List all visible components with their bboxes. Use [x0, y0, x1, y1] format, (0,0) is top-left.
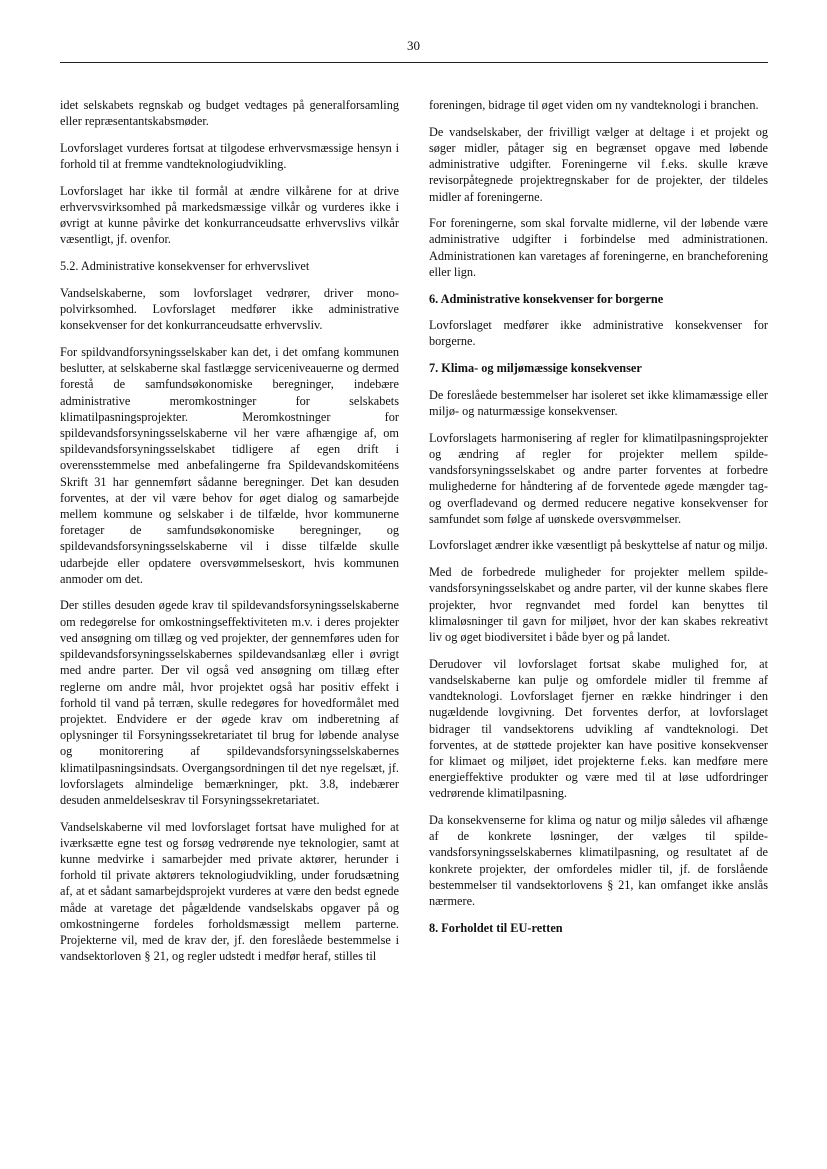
paragraph: Lovforslagets harmonisering af regler for klimatilpasningsprojekter og ændring af regler for projekter mellem spildevandsforsyningsselskabet og andre parter forventes at forbedre mulighederne for håndtering af de forventede øgede mængder tag- og overfladevand og dermed reducere negative konsekvenser for samfundet som følge af uønskede oversvømmelser. [429, 430, 768, 526]
paragraph: idet selskabets regnskab og budget vedtages på generalforsamling eller repræsentantskabsmøder. [60, 98, 399, 129]
paragraph: For foreningerne, som skal forvalte midlerne, vil der løbende være administrative udgifter i forbindelse med administrationen. Administrationen kan varetages af foreningerne, en brancheforening eller lign. [429, 216, 768, 279]
section-heading-5-2: 5.2. Administrative konsekvenser for erhvervslivet [60, 259, 310, 274]
header-rule [60, 62, 768, 63]
paragraph: Lovforslaget har ikke til formål at ændre vilkårene for at drive erhvervsvirksomhed på markedsmæssige vilkår og vurderes ikke i øvrigt at kunne påvirke det konkurranceudsatte erhvervslivs vilkår væsentligt, jf. ovenfor. [60, 183, 399, 247]
paragraph: Vandselskaberne vil med lovforslaget fortsat have mulighed for at iværksætte egne test og forsøg vedrørende nye teknologier, samt at kunne medvirke i samarbejder med private aktører, herunder i forhold til private aktørers teknologiudvikling, under forudsætning af, at et sådant samarbejdsprojekt vurderes at være den bedst egnede måde at varetage det pågældende vandselskabs opgaver på og omkostningerne fordeles forholdsmæssigt mellem parterne. Projekterne vil, med de krav der, jf. den foreslåede bestemmelse i vandsektorloven § 21, og regler udstedt i medfør heraf, stilles til [60, 819, 399, 964]
paragraph: Der stilles desuden øgede krav til spildevandsforsyningsselskaberne om redegørelse for omkostningseffektiviteten m.v. i deres projekter ved ansøgning om tillæg og ved projekter, der gennemføres uden for spildevandsforsyningsselskabernes spildevandsanlæg eller i øvrigt med andre parter. Der vil også ved ansøgning om tillæg efter reglerne om andre mål, hvor projektet også har positiv effekt i forhold til vand på terræn, skulle redegøres for hovedformålet med projektet. Endvidere er der øgede krav om indberetning af oplysninger til Forsyningssekretariatet til brug for løbende analyse og monitorering af spildevandsforsyningsselskabernes klimatilpasningsindsats. Overgangsordningen til det nye regelsæt, jf. lovforslagets almindelige bemærkninger, pkt. 3.8, indebærer desuden anmeldelseskrav til Forsyningssekretariatet. [60, 598, 399, 807]
paragraph: De vandselskaber, der frivilligt vælger at deltage i et projekt og søger midler, påtager sig en begrænset opgave med løbende administrative udgifter. Foreningerne vil f.eks. skulle kræve revisorpåtegnede projektregnskaber for de projekter, der tildeles midler af foreningerne. [429, 124, 768, 204]
paragraph: Lovforslaget ændrer ikke væsentligt på beskyttelse af natur og miljø. [429, 538, 768, 553]
paragraph: Derudover vil lovforslaget fortsat skabe mulighed for, at vandselskaberne kan pulje og omfordele midler til fremme af vandteknologi. Lovforslaget fjerner en række hindringer i den nugældende lovgivning. Det forventes derfor, at lovforslaget bidrager til vandsektorens udvikling af vandteknologi. Det forventes, at de støttede projekter kan have positive konsekvenser for klimaet og miljøet, idet projekterne f.eks. kan medføre mere energieffektive produkter og være med til at løse udfordringer vedrørende klimatilpasning. [429, 656, 768, 801]
paragraph: Lovforslaget vurderes fortsat at tilgodese erhvervsmæssige hensyn i forhold til at fremme vandteknologiudvikling. [60, 140, 399, 172]
paragraph: Vandselskaberne, som lovforslaget vedrører, driver monopolvirksomhed. Lovforslaget medfører ikke administrative konsekvenser for det konkurranceudsatte erhvervsliv. [60, 285, 399, 333]
page-number: 30 [407, 38, 420, 53]
paragraph: For spildvandforsyningsselskaber kan det, i det omfang kommunen beslutter, at selskaberne skal fastlægge serviceniveauerne og dermed forestå de samfundsøkonomiske beregninger, indebære administrative meromkostninger for selskabets klimatilpasningsprojekter. Meromkostninger for spildevandsforsyningsselskaberne vil her være afhængige af, om spildevandsforsyningsselskabet tidligere af egen drift i overensstemmelse med anbefalingerne fra Spildevandskomitéens Skrift 31 har gennemført sådanne beregninger. Det kan desuden forventes, at der vil være behov for øget dialog og samarbejde mellem kommune og selskaber i de tilfælde, hvor kommunerne foretager de samfundsøkonomiske beregninger, og spildevandsforsyningsselskaberne vil i disse tilfælde skulle udarbejde eller opdatere oversvømmelseskort, hvis kommunen anmoder om det. [60, 344, 399, 586]
section-heading-8: 8. Forholdet til EU-retten [429, 920, 563, 935]
paragraph: De foreslåede bestemmelser har isoleret set ikke klimamæssige eller miljø- og naturmæssige konsekvenser. [429, 387, 768, 419]
paragraph: foreningen, bidrage til øget viden om ny vandteknologi i branchen. [429, 98, 759, 112]
paragraph: Med de forbedrede muligheder for projekter mellem spildevandsforsyningsselskabet og andre parter, vil der kunne skabes flere projekter, hvor regnvandet med fordel kan benyttes til klimaløsninger til gavn for miljøet, hvor der kan skabes rekreativt liv og øget biodiversitet i både byer og på landet. [429, 565, 768, 644]
section-heading-6: 6. Administrative konsekvenser for borgerne [429, 291, 664, 306]
right-column [429, 97, 768, 946]
paragraph: Da konsekvenserne for klima og natur og miljø således vil afhænge af de konkrete løsninger, der vælges til spildevandsforsyningsselskabernes klimatilpasning, og resultatet af de konkrete projekter, der omfordeles midler til, jf. de forslående bestemmelser til vandsektorlovens § 21, kan omfanget ikke anslås nærmere. [429, 813, 768, 909]
section-heading-7: 7. Klima- og miljømæssige konsekvenser [429, 361, 642, 376]
left-column [60, 97, 399, 975]
paragraph: Lovforslaget medfører ikke administrative konsekvenser for borgerne. [429, 318, 768, 349]
